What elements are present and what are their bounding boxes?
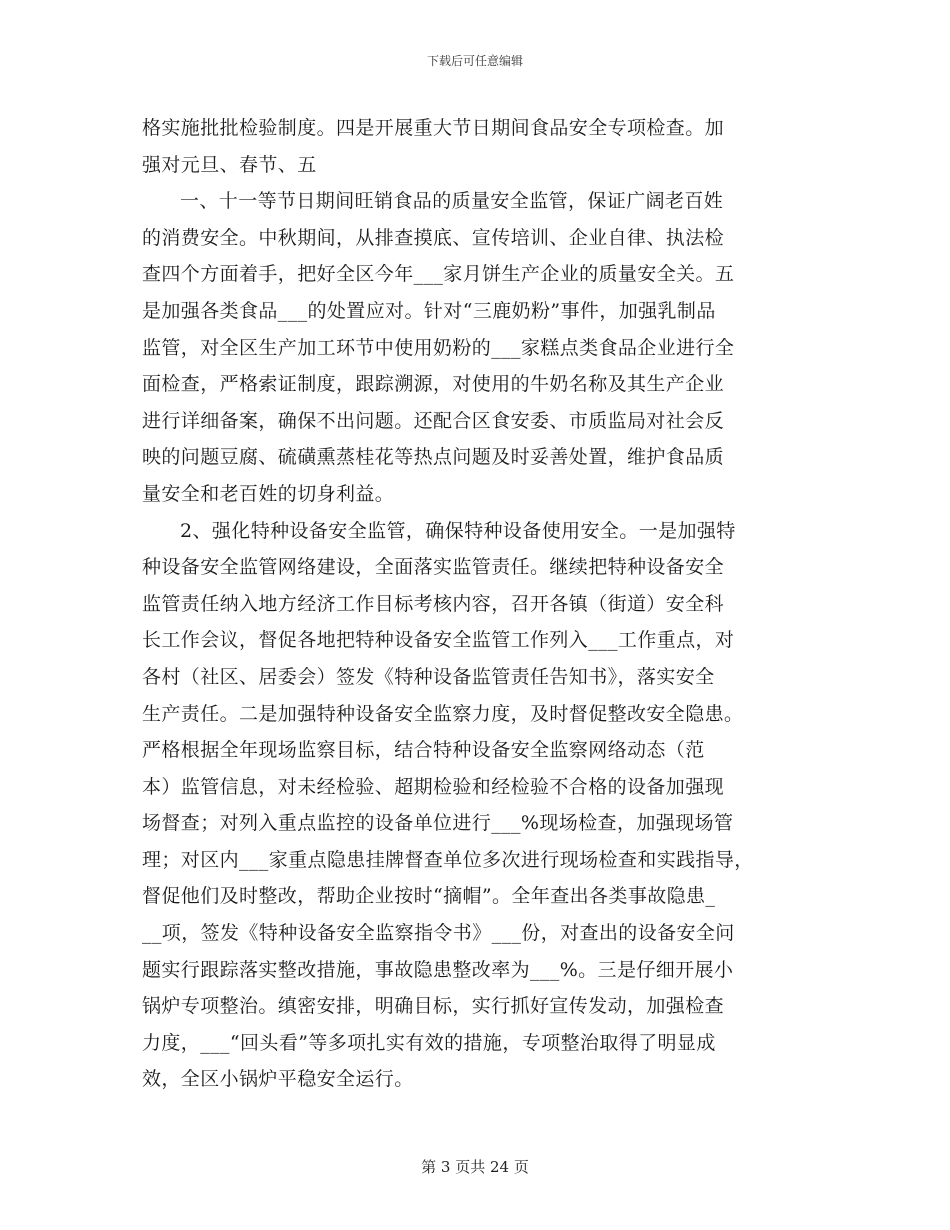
text-line: 强对元旦、春节、五 [142, 153, 317, 176]
text-line: 长工作会议，督促各地把特种设备安全监管工作列入___工作重点，对 [142, 629, 735, 652]
text-line: 各村（社区、居委会）签发《特种设备监管责任告知书》，落实安全 [142, 665, 715, 688]
text-line: 题实行跟踪落实整改措施，事故隐患整改率为___%。三是仔细开展小 [142, 958, 734, 981]
text-line: 格实施批批检验制度。四是开展重大节日期间食品安全专项检查。加 [142, 117, 725, 139]
text-line: 生产责任。二是加强特种设备安全监察力度，及时督促整改安全隐患。 [142, 702, 744, 725]
text-line: 2、强化特种设备安全监管，确保特种设备使用安全。一是加强特 [180, 519, 736, 542]
text-line: 场督查；对列入重点监控的设备单位进行___%现场检查，加强现场管 [142, 812, 734, 835]
page-header: 下载后可任意编辑 [426, 54, 523, 68]
text-line: 量安全和老百姓的切身利益。 [142, 482, 395, 505]
text-line: 监管，对全区生产加工环节中使用奶粉的___家糕点类食品企业进行全 [142, 336, 735, 359]
text-line: 的消费安全。中秋期间，从排查摸底、宣传培训、企业自律、执法检 [142, 226, 725, 249]
text-line: 一、十一等节日期间旺销食品的质量安全监管，保证广阔老百姓 [180, 190, 724, 213]
text-line: 查四个方面着手，把好全区今年___家月饼生产企业的质量安全关。五 [142, 263, 735, 286]
text-line: 效，全区小锅炉平稳安全运行。 [142, 1068, 414, 1091]
text-line: 严格根据全年现场监察目标，结合特种设备安全监察网络动态（范 [142, 739, 705, 762]
text-line: 进行详细备案，确保不出问题。还配合区食安委、市质监局对社会反 [142, 409, 725, 432]
text-line: __项，签发《特种设备安全监察指令书》___份，对查出的设备安全问 [142, 922, 735, 945]
text-line: 锅炉专项整治。缜密安排，明确目标，实行抓好宣传发动，加强检查 [142, 995, 725, 1018]
text-line: 本）监管信息，对未经检验、超期检验和经检验不合格的设备加强现 [142, 775, 725, 798]
document-body [142, 110, 814, 1098]
text-line: 面检查，严格索证制度，跟踪溯源，对使用的牛奶名称及其生产企业 [142, 373, 725, 396]
text-line: 监管责任纳入地方经济工作目标考核内容，召开各镇（街道）安全科 [142, 592, 725, 615]
page-footer: 第 3 页共 24 页 [421, 1158, 529, 1176]
text-line: 理；对区内___家重点隐患挂牌督查单位多次进行现场检查和实践指导， [142, 848, 754, 871]
text-line: 种设备安全监管网络建设，全面落实监管责任。继续把特种设备安全 [142, 556, 725, 579]
text-line: 力度，___“回头看”等多项扎实有效的措施，专项整治取得了明显成 [142, 1031, 716, 1054]
text-line: 映的问题豆腐、硫磺熏蒸桂花等热点问题及时妥善处置，维护食品质 [142, 446, 725, 469]
text-line: 是加强各类食品___的处置应对。针对“三鹿奶粉”事件，加强乳制品 [142, 299, 716, 322]
text-line: 督促他们及时整改，帮助企业按时“摘帽”。全年查出各类事故隐患_ [142, 885, 716, 908]
